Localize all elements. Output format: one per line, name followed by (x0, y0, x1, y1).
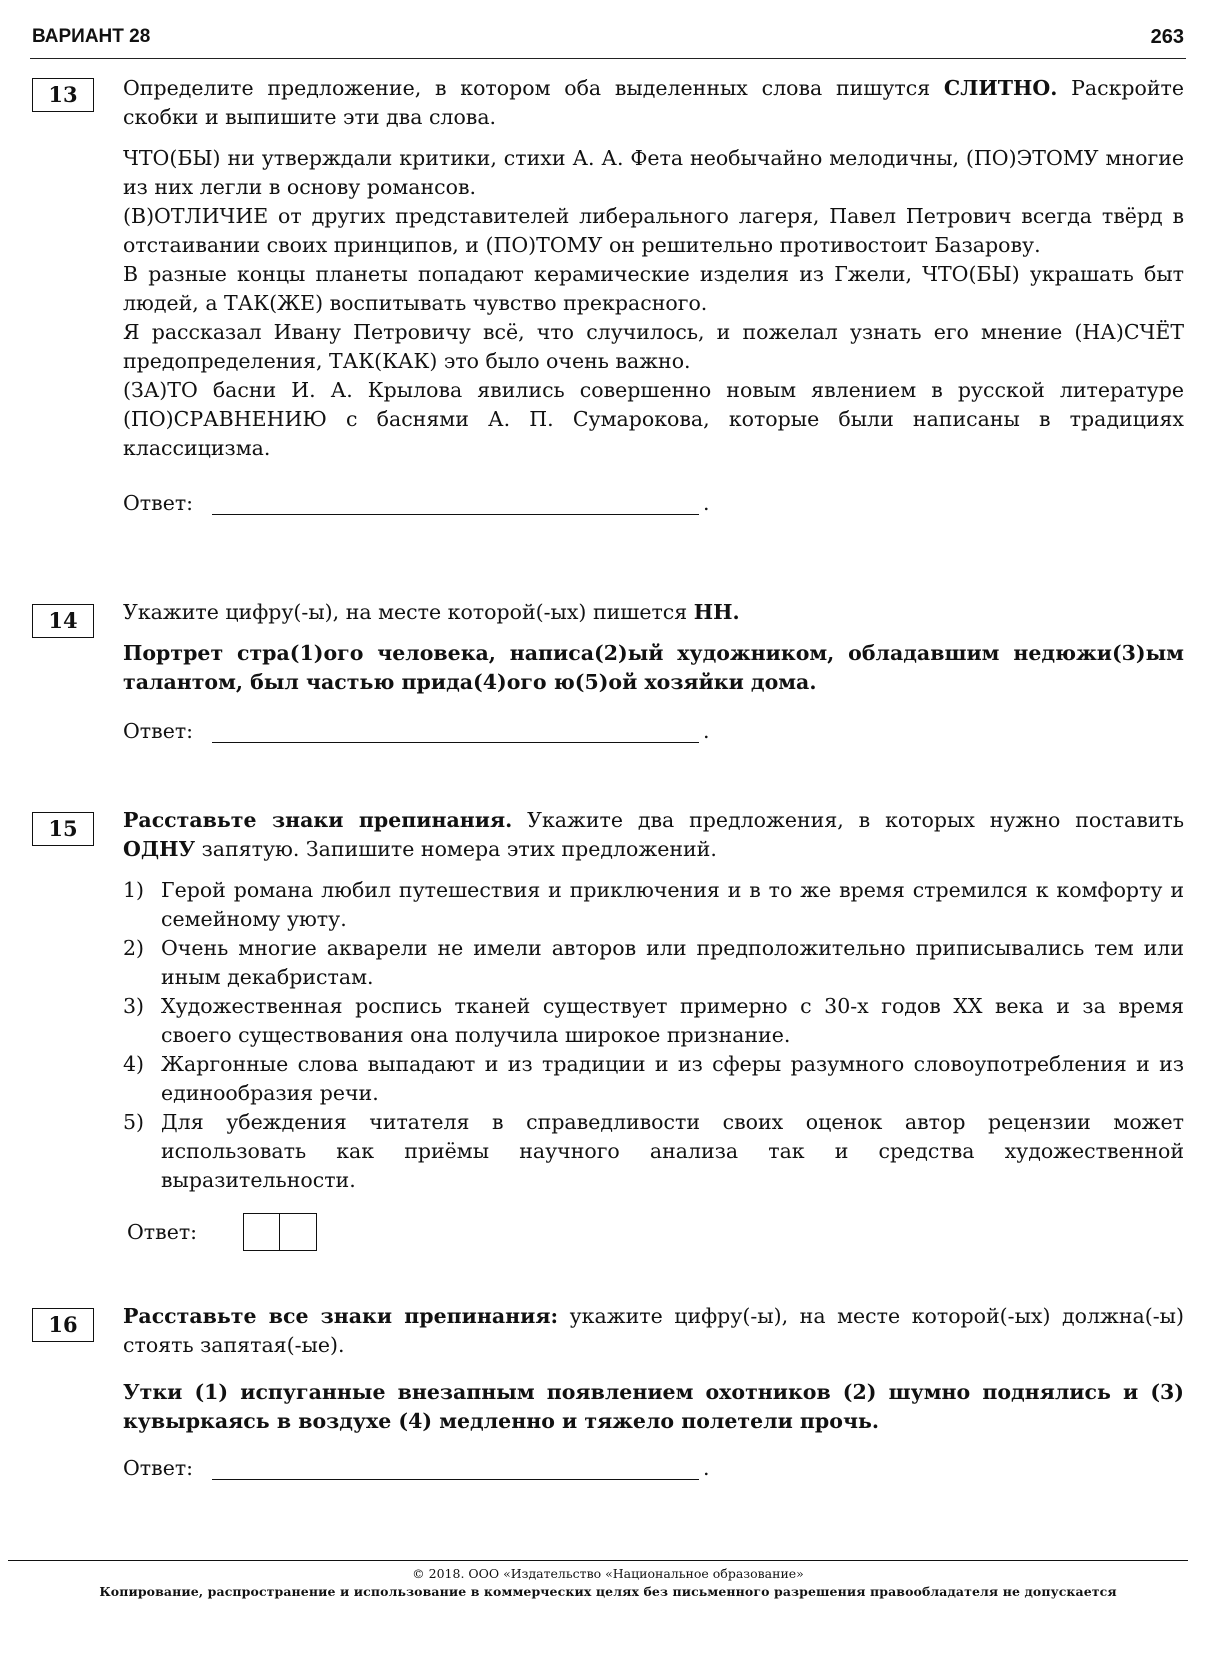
answer-input-line[interactable] (212, 514, 699, 515)
page-header (30, 24, 1186, 59)
list-item: 4) Жаргонные слова выпадают и из традиции и из сферы разумного словоупотребления и из единообразия речи. (123, 1052, 1184, 1105)
answer-label: Ответ: (127, 1220, 198, 1244)
answer-cells (127, 1213, 317, 1251)
variant-title: ВАРИАНТ 28 (32, 26, 151, 47)
list-item: 1) Герой романа любил путешествия и приключения и в то же время стремился к комфорту и семейному уюту. (123, 878, 1184, 931)
task-number-box: 16 (32, 1308, 94, 1342)
answer-line: Ответ: . (123, 717, 1184, 751)
task-number-box: 14 (32, 604, 94, 638)
copyright-notice: Копирование, распространение и использование в коммерческих целях без письменного разрешения правообладателя не допускается (99, 1584, 1117, 1599)
sentence: ЧТО(БЫ) ни утверждали критики, стихи А. А. Фета необычайно мелодичны, (ПО)ЭТОМУ многие из них легли в основу романсов. (123, 146, 1184, 199)
task-instruction: Расставьте все знаки препинания: укажите цифру(-ы), на месте которой(-ых) должна(-ы) стоять запятая(-ые). (123, 1304, 1184, 1357)
task-text: Утки (1) испуганные внезапным появлением охотников (2) шумно поднялись и (3) кувыркаясь в воздухе (4) медленно и тяжело полетели прочь. (123, 1380, 1184, 1433)
sentence: (ЗА)ТО басни И. А. Крылова явились совершенно новым явлением в русской литературе (ПО)СРАВНЕНИЮ с баснями А. П. Сумарокова, которые были написаны в традициях классицизма. (123, 378, 1184, 460)
sentence: В разные концы планеты попадают керамические изделия из Гжели, ЧТО(БЫ) украшать быт людей, а ТАК(ЖЕ) воспитывать чувство прекрасного. (123, 262, 1184, 315)
task-content (123, 598, 1184, 751)
task-instruction: Укажите цифру(-ы), на месте которой(-ых) пишется НН. (123, 600, 740, 624)
list-item: 3) Художественная роспись тканей существует примерно с 30-х годов XX века и за время своего существования она получила широкое признание. (123, 994, 1184, 1047)
sentence: Я рассказал Ивану Петровичу всё, что случилось, и пожелал узнать его мнение (НА)СЧЁТ предопределения, ТАК(КАК) это было очень важно. (123, 320, 1184, 373)
answer-cell-1[interactable] (243, 1213, 280, 1251)
answer-label: Ответ: (123, 719, 194, 743)
task-number-box: 13 (32, 78, 94, 112)
sentence: (В)ОТЛИЧИЕ от других представителей либерального лагеря, Павел Петрович всегда твёрд в отстаивании своих принципов, и (ПО)ТОМУ он решительно противостоит Базарову. (123, 204, 1184, 257)
list-item: 2) Очень многие акварели не имели авторов или предположительно приписывались тем или иным декабристам. (123, 936, 1184, 989)
task-instruction: Определите предложение, в котором оба выделенных слова пишутся СЛИТНО. Раскройте скобки и выпишите эти два слова. (123, 76, 1184, 129)
options-list (123, 876, 1184, 1195)
task-content (123, 1302, 1184, 1488)
task-content (123, 74, 1184, 523)
answer-label: Ответ: (123, 491, 194, 515)
answer-input-line[interactable] (212, 742, 699, 743)
answer-cell-2[interactable] (280, 1213, 317, 1251)
copyright: © 2018. ООО «Издательство «Национальное образование» (412, 1566, 804, 1581)
answer-line: Ответ: . (123, 489, 1184, 523)
task-content (123, 806, 1184, 1195)
answer-label: Ответ: (123, 1456, 194, 1480)
list-item: 5) Для убеждения читателя в справедливости своих оценок автор рецензии может использовать как приёмы научного анализа так и средства художественной выразительности. (123, 1110, 1184, 1192)
task-number-box: 15 (32, 812, 94, 846)
answer-line: Ответ: . (123, 1454, 1184, 1488)
task-text: Портрет стра(1)ого человека, написа(2)ый художником, обладавшим недюжи(3)ым талантом, был частью прида(4)ого ю(5)ой хозяйки дома. (123, 641, 1184, 694)
answer-input-line[interactable] (212, 1479, 699, 1480)
task-instruction: Расставьте знаки препинания. Укажите два предложения, в которых нужно поставить ОДНУ запятую. Запишите номера этих предложений. (123, 808, 1184, 861)
page-number: 263 (1150, 26, 1184, 48)
